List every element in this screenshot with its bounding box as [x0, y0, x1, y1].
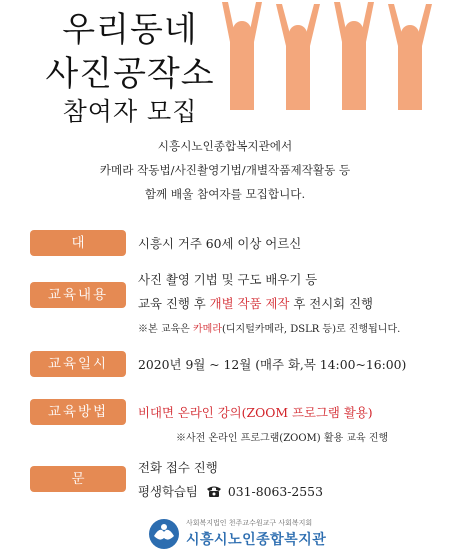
content-note-highlight: 카메라 — [193, 324, 222, 335]
footer-logo — [148, 518, 388, 550]
content-line-2-highlight: 개별 작품 제작 — [209, 296, 290, 311]
intro-line-2: 카메라 작동법/사진촬영기법/개별작품제작활동 등 — [99, 163, 351, 177]
content-note — [138, 320, 400, 335]
telephone-icon — [206, 485, 222, 497]
person-figure-3 — [334, 2, 374, 110]
title-line-2: 사진공작소 — [45, 54, 215, 94]
inquiry-dept: 평생학습팀 — [138, 484, 198, 499]
method-text: 비대면 온라인 강의(ZOOM 프로그램 활용) — [138, 405, 373, 420]
schedule-text: 2020년 9월 ~ 12월 (매주 화,목 14:00~16:00) — [138, 357, 407, 372]
content-label: 교육내용 — [30, 282, 126, 308]
inquiry-line-1: 전화 접수 진행 — [138, 460, 218, 475]
target-text: 시흥시 거주 60세 이상 어르신 — [138, 236, 302, 251]
intro-line-1: 시흥시노인종합복지관에서 — [157, 139, 293, 153]
content-note-suffix: (디지털카메라, DSLR 등)로 진행됩니다. — [221, 324, 401, 335]
welfare-center-logo-icon — [148, 518, 180, 550]
inquiry-label: 문 의 — [30, 466, 126, 492]
people-raising-hands-illustration — [212, 0, 450, 110]
content-line-2-prefix: 교육 진행 후 — [138, 296, 210, 311]
title-line-3: 참여자 모집 — [62, 97, 198, 126]
target-label: 대 상 — [30, 230, 126, 256]
content-line-2 — [138, 294, 373, 312]
intro-line-3: 함께 배울 참여자를 모집합니다. — [144, 187, 306, 201]
method-note: ※사전 온라인 프로그램(ZOOM) 활용 교육 진행 — [176, 433, 389, 444]
content-note-prefix: ※본 교육은 — [138, 324, 193, 335]
schedule-label: 교육일시 — [30, 351, 126, 377]
person-figure-4 — [388, 4, 432, 110]
intro-text — [0, 134, 450, 206]
inquiry-line-2 — [138, 482, 323, 500]
footer-org-name: 시흥시노인종합복지관 — [186, 532, 327, 548]
footer-subtitle: 사회복지법인 천주교수원교구 사회복지회 — [186, 519, 313, 527]
title-line-1: 우리동네 — [62, 10, 198, 50]
method-label: 교육방법 — [30, 399, 126, 425]
content-line-2-suffix: 후 전시회 진행 — [289, 296, 374, 311]
content-line-1: 사진 촬영 기법 및 구도 배우기 등 — [138, 272, 318, 287]
person-figure-1 — [222, 2, 262, 110]
inquiry-phone: 031-8063-2553 — [227, 484, 323, 499]
person-figure-2 — [276, 4, 320, 110]
